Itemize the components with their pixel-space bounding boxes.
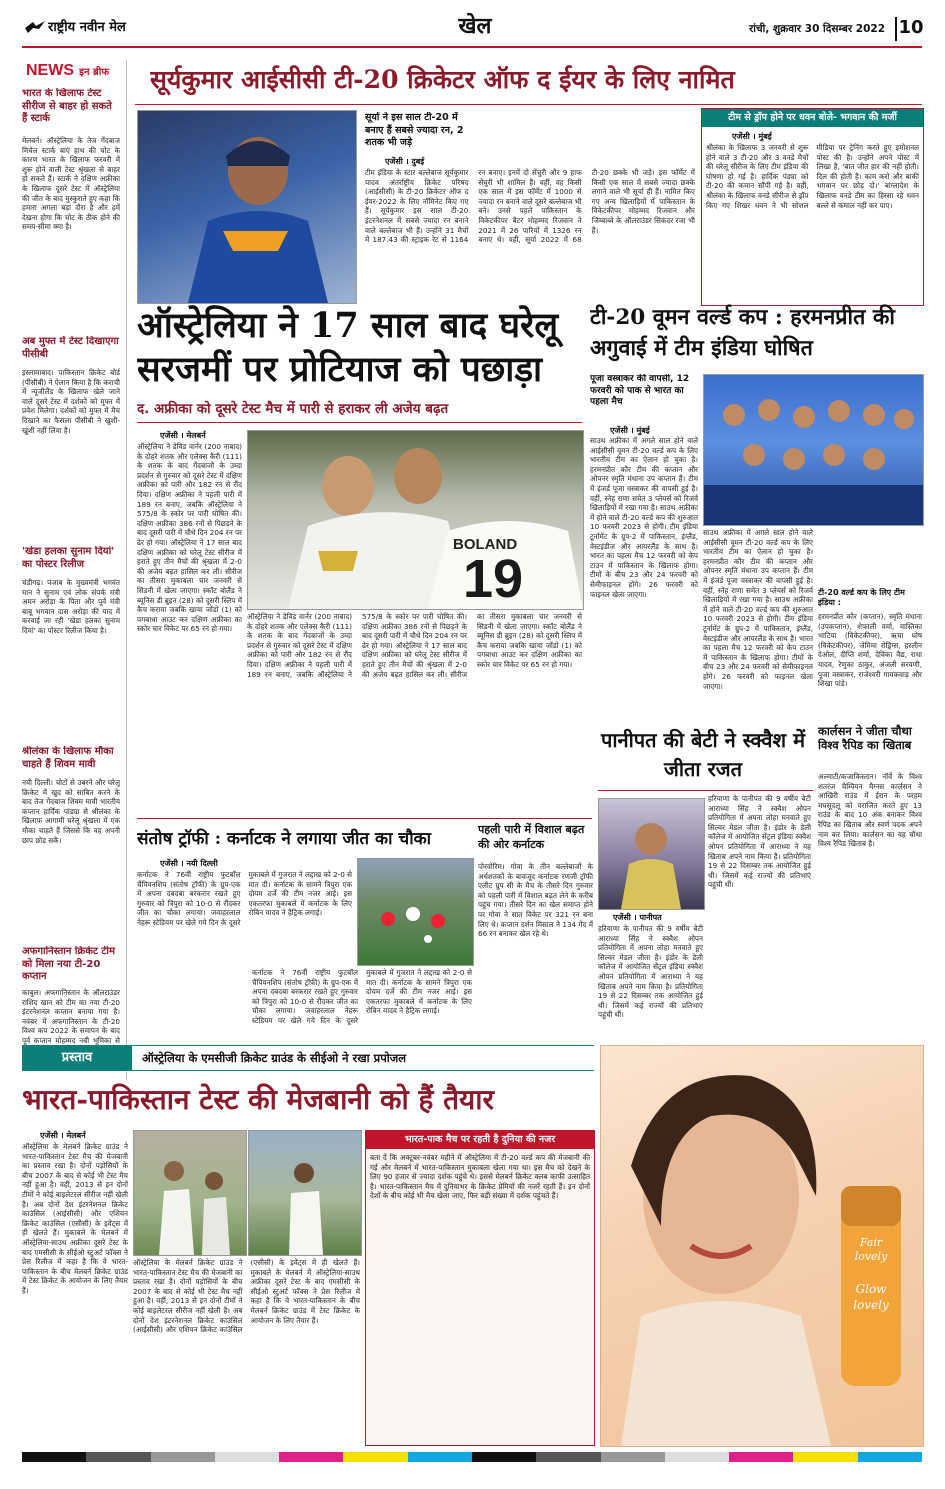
ranji-headline: पहली पारी में विशाल बढ़त की ओर कर्नाटक <box>478 823 585 851</box>
suryakumar-photo <box>137 110 357 304</box>
carlsen-body: अल्माटी/कजाकिस्तान। नॉर्वे के विश्व शतरंज चैम्पियन मैग्नस कार्लसन ने आखिरी राउंड में ईरान के परहम मघसूदलू को पराजित करते हुए 13 राउंड के बाद 10 अंक बनाकर विश्व रैपिड का खिताब और स्वर्ण पदक अपने नाम कर लिया। कार्लसन का यह चौथा विश्व रैपिड खिताब है। <box>818 772 922 849</box>
brief-body-4: नयी दिल्ली। चोटों से उबरने और घरेलू क्रिकेट में खुद को साबित करने के बाद तेज गेंदबाज शिवम मावी भारतीय कप्तान हार्दिक पांड्या से श्रीलंका के खिलाफ आगामी घरेलू श्रृंखला में एक मौका चाहते हैं जिससे कि वह अपनी छाप छोड़ सकें। <box>22 778 120 845</box>
ad-brand-line2: lovely <box>854 1250 888 1263</box>
dhawan-dateline: एजेंसी । मुंबई <box>732 132 772 141</box>
australia-rule <box>137 422 582 423</box>
santosh-body-left: कर्नाटक ने 76वीं राष्ट्रीय फुटबॉल चैंपियनशिप (संतोष ट्रॉफी) के ग्रुप-एक में अपना दबदबा बरकरार रखते हुए गुरुवार को त्रिपुरा को 10-0 से रौंदकर जीत का चौका लगाया। जवाहरलाल नेहरू स्टेडियम पर खेले गये दिन के दूसरे मुकाबले में गुजरात ने लद्दाख को 2-0 से मात दी। कर्नाटक के सामने त्रिपुरा एक दोयम दर्जे की टीम नजर आई। इस एकतरफा मुकाबले में कर्नाटक के लिए रोबिन यादव ने हैट्रिक लगाई। <box>137 870 352 927</box>
mcg-photo-right <box>248 1130 362 1256</box>
australia-team-photo <box>247 430 584 610</box>
santosh-body-mid: कर्नाटक ने 76वीं राष्ट्रीय फुटबॉल चैंपियनशिप (संतोष ट्रॉफी) के ग्रुप-एक में अपना दबदबा बरकरार रखते हुए गुरुवार को त्रिपुरा को 10-0 से रौंदकर जीत का चौका लगाया। जवाहरलाल नेहरू स्टेडियम पर खेले गये दिन के दूसरे मुकाबले में गुजरात ने लद्दाख को 2-0 से मात दी। कर्नाटक के सामने त्रिपुरा एक दोयम दर्जे की टीम नजर आई। इस एकतरफा मुकाबले में कर्नाटक के लिए रोबिन यादव ने हैट्रिक लगाई। <box>252 968 472 1025</box>
masthead-rule <box>22 46 922 48</box>
lead-subhead: सूर्या ने इस साल टी-20 में बनाए हैं सबसे ज्यादा रन, 2 शतक भी जड़े <box>365 112 464 148</box>
brief-title-4: श्रीलंका के खिलाफ मौका चाहते हैं शिवम मावी <box>22 746 114 770</box>
mcg-photo-left <box>133 1130 247 1256</box>
women-squad: हरमनप्रीत कौर (कप्तान), स्मृति मंधाना (उपकप्तान), शेफाली वर्मा, यास्तिका भाटिया (विकेटकीपर), ऋचा घोष (विकेटकीपर), जेमिमा रोड्रिग्स, हरलीन देओल, दीप्ति शर्मा, देविका वैद्य, राधा यादव, रेणुका ठाकुर, अंजली सरवणी, पूजा वस्त्राकर, राजेश्वरी गायकवाड़ और शिखा पांडे। <box>818 612 922 689</box>
mcg-box-body: बता दें कि अक्टूबर-नवंबर महीने में ऑस्ट्रेलिया में टी-20 वर्ल्ड कप की मेजबानी की गई और मेलबर्न में भारत-पाकिस्तान मुकाबला खेला गया था। इस मैच को देखने के लिए 90 हजार से ज्यादा दर्शक पहुंचे थे। इससे मेलबर्न क्रिकेट क्लब काफी उत्साहित है। भारत-पाकिस्तान मैच में दुनियाभर के क्रिकेट प्रेमियों की नजरें रहती हैं। इन दोनों देशों के बीच कोई भी मैच खेला जाए, फिर बड़ी संख्या में दर्शक पहुंचते हैं। <box>370 1153 590 1201</box>
mcg-dateline: एजेंसी । मेलबर्न <box>40 1131 86 1140</box>
brief-body-2: इस्लामाबाद। पाकिस्तान क्रिकेट बोर्ड (पीसीबी) ने ऐलान किया है कि कराची में न्यूजीलैंड के खिलाफ खेले जाने वाले दूसरे टेस्ट में दर्शकों को मुफ्त में प्रवेश मिलेगा। दर्शकों को मुफ्त में मैच दिखाने का फैसला पीसीबी ने खुशी-खुशी नहीं लिया है। <box>22 368 120 435</box>
brief-body-1: मेलबर्न। ऑस्ट्रेलिया के तेज गेंदबाज मिचेल स्टार्क बाएं हाथ की चोट के कारण भारत के खिलाफ फरवरी में शुरू होने वाली टेस्ट श्रृंखला से बाहर हो सकते हैं। स्टार्क ने दक्षिण अफ्रीका के खिलाफ दूसरे टेस्ट में ऑस्ट्रेलिया की जीत के बाद मुस्कुराते हुए कहा कि हमारा अगला बड़ा दौरा है और हमें देखना होगा कि चोट के ठीक होने की समय-सीमा क्या है। <box>22 136 120 232</box>
women-team-photo <box>703 374 924 526</box>
panipat-dateline: एजेंसी । पानीपत <box>613 913 662 922</box>
jersey-number: 19 <box>463 549 524 609</box>
santosh-top-rule <box>137 818 592 819</box>
brief-divider <box>126 60 127 1080</box>
mcg-box-title: भारत-पाक मैच पर रहती है दुनिया की नजर <box>366 1131 594 1149</box>
paper-logo-icon <box>24 19 46 33</box>
ad-product-line2: lovely <box>853 1298 889 1312</box>
lead-headline: सूर्यकुमार आईसीसी टी-20 क्रिकेटर ऑफ द ईयर के लिए नामित <box>150 65 735 94</box>
brief-title-1: भारत के खिलाफ टेस्ट सीरीज से बाहर हो सकते हैं स्टार्क <box>22 88 112 124</box>
santosh-dateline: एजेंसी । नयी दिल्ली <box>160 859 218 868</box>
carlsen-headline: कार्लसन ने जीता चौथा विश्व रैपिड का खिताब <box>818 724 912 752</box>
mcg-body-cols: ऑस्ट्रेलिया के मेलबर्न क्रिकेट ग्राउंड ने भारत-पाकिस्तान टेस्ट मैच की मेजबानी का प्रस्ताव रखा है। दोनों पड़ोसियों के बीच 2007 के बाद से कोई भी टेस्ट मैच नहीं हुआ है। वहीं, 2013 से इन दोनों टीमों ने कोई बाइलेटरल सीरीज नहीं खेली है। अब दोनों देश इंटरनेशनल क्रिकेट काउंसिल (आईसीसी) और एशियन क्रिकेट काउंसिल (एसीसी) के इवेंट्स में ही खेलते हैं। मुकाबले के मेलबर्न में ऑस्ट्रेलिया-साउथ अफ्रीका दूसरे टेस्ट के बाद एमसीसी के सीईओ स्टुअर्ट फॉक्स ने प्रेस रिलीज में कहा है कि वे भारत-पाकिस्तान के बीच मेलबर्न क्रिकेट ग्राउंड में टेस्ट क्रिकेट के आयोजन के लिए तैयार हैं। <box>133 1258 360 1335</box>
page-number: 10 <box>895 17 925 41</box>
fair-lovely-ad <box>600 1045 924 1447</box>
dhawan-box <box>701 108 924 306</box>
dhawan-body: श्रीलंका के खिलाफ 3 जनवरी से शुरू होने वाले 3 टी-20 और 3 वनडे मैचों की घरेलू सीरीज के लिए टीम इंडिया की घोषणा हो गई है। हार्दिक पंड्या को टी-20 की कमान सौंपी गई है। वहीं, श्रीलंका के खिलाफ वनडे सीरीज से ड्रॉप किए गए शिखर धवन ने भी सोशल मीडिया पर ट्रेनिंग करते हुए इमोशनल पोस्ट की है। उन्होंने अपने पोस्ट में लिखा है, 'बात जीत हार की नहीं होती। दिल की होती है। काम करो और बाकी भगवान पर छोड़ दो।' बांग्लादेश के खिलाफ वनडे टीम का हिस्सा रहे धवन बल्ले से कमाल नहीं कर पाए। <box>706 143 919 210</box>
women-body-cols: साउथ अफ्रीका में अगले साल होने वाले आईसीसी वूमन टी-20 वर्ल्ड कप के लिए भारतीय टीम का ऐलान हो चुका है। हरमनप्रीत कौर टीम की कप्तान और ओपनर स्मृति मंधाना उप कप्तान हैं। टीम में इंजर्ड पूजा वस्त्राकर की वापसी हुई है। वहीं, स्नेह राणा समेत 3 प्लेयर्स को रिजर्व खिलाड़ियों में रखा गया है। साउथ अफ्रीका में होने वाले टी-20 वर्ल्ड कप की शुरुआत 10 फरवरी 2023 से होगी। टीम इंडिया टूर्नामेंट के ग्रुप-2 में पाकिस्तान, इंग्लैंड, वेस्टइंडीज और आयरलैंड के साथ है। भारत का पहला मैच 12 फरवरी को केप टाउन में पाकिस्तान के खिलाफ होगा। टीमों के बीच 23 और 24 फरवरी को सेमीफाइनल होंगे। 26 फरवरी को फाइनल खेला जाएगा। <box>703 528 813 691</box>
section-title: खेल <box>458 13 492 39</box>
mcg-body-left: ऑस्ट्रेलिया के मेलबर्न क्रिकेट ग्राउंड ने भारत-पाकिस्तान टेस्ट मैच की मेजबानी का प्रस्ताव रखा है। दोनों पड़ोसियों के बीच 2007 के बाद से कोई भी टेस्ट मैच नहीं हुआ है। वहीं, 2013 से इन दोनों टीमों ने कोई बाइलेटरल सीरीज नहीं खेली है। अब दोनों देश इंटरनेशनल क्रिकेट काउंसिल (आईसीसी) और एशियन क्रिकेट काउंसिल (एसीसी) के इवेंट्स में ही खेलते हैं। मुकाबले के मेलबर्न में ऑस्ट्रेलिया-साउथ अफ्रीका दूसरे टेस्ट के बाद एमसीसी के सीईओ स्टुअर्ट फॉक्स ने प्रेस रिलीज में कहा है कि वे भारत-पाकिस्तान के बीच मेलबर्न क्रिकेट ग्राउंड में टेस्ट क्रिकेट के आयोजन के लिए तैयार हैं। <box>22 1142 128 1295</box>
ad-brand-line1: Fair <box>859 1236 883 1249</box>
brief-title-3: 'खेडा हलका सुनाम दियां' का पोस्टर रिलीज <box>22 546 115 570</box>
dateline: रांची, शुक्रवार 30 दिसम्बर 2022 <box>749 23 885 35</box>
brief-title-2: अब मुफ्त में टेस्ट दिखाएगा पीसीबी <box>22 336 119 360</box>
mcg-box <box>365 1130 595 1446</box>
ad-product-line1: Glow <box>855 1282 887 1296</box>
footer-color-strip <box>22 1452 922 1462</box>
panipat-body-right: हरियाणा के पानीपत की 9 वर्षीय बेटी आराध्या सिंह ने स्क्वैश ओपन प्रतियोगिता में अपना लोहा मनवाते हुए सिल्वर मेडल जीता है। इंडोर के डेली कॉलेज में आयोजित सेंट्रल इंडिया स्क्वैश ओपन प्रतियोगिता में आराध्या ने यह खिताब अपने नाम किया है। प्रतियोगिता 19 से 22 दिसम्बर तक आयोजित हुई थी। जिसमें कई राज्यों की प्रतिभाएं पहुंची थीं। <box>708 794 811 890</box>
lead-rule <box>135 104 922 105</box>
women-subhead: पूजा वस्त्राकर की वापसी, 12 फरवरी को पाक से भारत का पहला मैच <box>590 374 690 407</box>
women-headline: टी-20 वूमन वर्ल्ड कप : हरमनप्रीत की अगुवाई में टीम इंडिया घोषित <box>590 305 895 361</box>
ranji-body: पोरवोरिम। गोवा के तीन बल्लेबाजों के अर्धशतकों के बावजूद कर्नाटक रणजी ट्रॉफी एलीट ग्रुप सी के मैच के तीसरे दिन गुरुवार को पहली पारी में विशाल बढ़त लेने के करीब पहुंच गया। तीसरे दिन का खेल समाप्त होने पर गोवा ने सात विकेट पर 321 रन बना लिए थे। कप्तान दर्शन मिसाल ने 134 गेंद में 66 रन बनाकर खेल रहे थे। <box>478 862 593 939</box>
masthead <box>0 0 945 58</box>
australia-dateline: एजेंसी । मेलबर्न <box>160 431 206 440</box>
dhawan-headline: टीम से ड्रॉप होने पर धवन बोले- भगवान की मर्जी <box>702 109 923 127</box>
lead-body: टीम इंडिया के स्टार बल्लेबाज सूर्यकुमार यादव अंतर्राष्ट्रीय क्रिकेट परिषद (आईसीसी) के टी-20 क्रिकेटर ऑफ द ईयर-2022 के लिए नॉमिनेट किए गए हैं। सूर्यकुमार इस साल टी-20 इंटरनेशनल में सबसे ज्यादा रन बनाने वाले बल्लेबाज भी हैं। उन्होंने 31 मैचों में 187.43 की स्ट्राइक रेट से 1164 रन बनाए। इनमें दो सेंचुरी और 9 हाफ सेंचुरी भी शामिल हैं। वहीं, वह किसी एक साल में इस फॉर्मेट में 1000 से ज्यादा रन बनाने वाले दूसरे बल्लेबाज भी बने। उनसे पहले पाकिस्तान के विकेटकीपर बैटर मोहम्मद रिजवान ने 2021 में 26 पारियों में 1326 रन बनाए थे। वहीं, सूर्या 2022 में 68 टी-20 छक्के भी जड़े। इस फॉर्मेट में किसी एक साल में सबसे ज्यादा छक्के लगाने वाले भी सूर्या ही हैं। नामित किए गए अन्य खिलाड़ियों में पाकिस्तान के विकेटकीपर मोहम्मद रिजवान और जिम्बाब्वे के ऑलराउंडर सिकंदर रजा भी हैं। <box>365 168 695 245</box>
panipat-rule <box>598 790 813 791</box>
australia-body-left: ऑस्ट्रेलिया ने डेविड वार्नर (200 नाबाद) के दोहरे शतक और एलेक्स कैरी (111) के शतक के बाद गेंदबाजों के उम्दा प्रदर्शन से गुरुवार को दूसरे टेस्ट में दक्षिण अफ्रीका को पारी और 182 रन से रौंद दिया। दक्षिण अफ्रीका ने पहली पारी में 189 रन बनाए, जबकि ऑस्ट्रेलिया ने 575/8 के स्कोर पर पारी घोषित की। दक्षिण अफ्रीका 386 रनों से पिछड़ने के बाद दूसरी पारी में चौथे दिन 204 रन पर ढेर हो गया। ऑस्ट्रेलिया ने 17 साल बाद दक्षिण अफ्रीका को घरेलू टेस्ट सीरीज में हराते हुए तीन मैचों की श्रृंखला में 2-0 की अजेय बढ़त हासिल कर ली। सीरीज का तीसरा मुकाबला चार जनवरी से सिडनी में खेला जाएगा। स्कॉट बोलैंड ने ब्यूनिस डी ब्रुइन (28) को दूसरी स्लिप में कैच कराया जबकि खाया जोंडो (1) को पगबाधा आउट कर दक्षिण अफ्रीका का स्कोर चार विकेट पर 65 रन हो गया। <box>137 442 242 634</box>
news-label: NEWS <box>26 62 74 79</box>
santosh-football-photo <box>357 858 474 966</box>
news-brief-label <box>26 60 120 82</box>
brief-label: इन ब्रीफ <box>79 67 110 78</box>
brief-title-5: अफगानिस्तान क्रिकेट टीम को मिला नया टी-20 कप्तान <box>22 946 116 982</box>
mcg-kicker: ऑस्ट्रेलिया के एमसीजी क्रिकेट ग्राउंड के सीईओ ने रखा प्रपोजल <box>142 1051 407 1065</box>
panipat-body-left: हरियाणा के पानीपत की 9 वर्षीय बेटी आराध्या सिंह ने स्क्वैश ओपन प्रतियोगिता में अपना लोहा मनवाते हुए सिल्वर मेडल जीता है। इंडोर के डेली कॉलेज में आयोजित सेंट्रल इंडिया स्क्वैश ओपन प्रतियोगिता में आराध्या ने यह खिताब अपने नाम किया है। प्रतियोगिता 19 से 22 दिसम्बर तक आयोजित हुई थी। जिसमें कई राज्यों की प्रतिभाएं पहुंची थीं। <box>598 924 703 1020</box>
news-brief-column <box>22 58 122 1080</box>
australia-body-cols: ऑस्ट्रेलिया ने डेविड वार्नर (200 नाबाद) के दोहरे शतक और एलेक्स कैरी (111) के शतक के बाद गेंदबाजों के उम्दा प्रदर्शन से गुरुवार को दूसरे टेस्ट में दक्षिण अफ्रीका को पारी और 182 रन से रौंद दिया। दक्षिण अफ्रीका ने पहली पारी में 189 रन बनाए, जबकि ऑस्ट्रेलिया ने 575/8 के स्कोर पर पारी घोषित की। दक्षिण अफ्रीका 386 रनों से पिछड़ने के बाद दूसरी पारी में चौथे दिन 204 रन पर ढेर हो गया। ऑस्ट्रेलिया ने 17 साल बाद दक्षिण अफ्रीका को घरेलू टेस्ट सीरीज में हराते हुए तीन मैचों की श्रृंखला में 2-0 की अजेय बढ़त हासिल कर ली। सीरीज का तीसरा मुकाबला चार जनवरी से सिडनी में खेला जाएगा। स्कॉट बोलैंड ने ब्यूनिस डी ब्रुइन (28) को दूसरी स्लिप में कैच कराया जबकि खाया जोंडो (1) को पगबाधा आउट कर दक्षिण अफ्रीका का स्कोर चार विकेट पर 65 रन हो गया। <box>247 612 582 679</box>
paper-name: राष्ट्रीय नवीन मेल <box>48 20 126 35</box>
mcg-tag: प्रस्ताव <box>22 1046 132 1070</box>
mcg-headline: भारत-पाकिस्तान टेस्ट की मेजबानी को हैं तैयार <box>22 1083 494 1116</box>
santosh-headline: संतोष ट्रॉफी : कर्नाटक ने लगाया जीत का चौका <box>137 829 432 849</box>
lead-dateline: एजेंसी । दुबई <box>385 157 425 166</box>
australia-headline: ऑस्ट्रेलिया ने 17 साल बाद घरेलू सरजमीं पर प्रोटियाज को पछाड़ा <box>137 305 559 390</box>
panipat-photo <box>598 798 705 910</box>
women-dateline: एजेंसी । मुंबई <box>610 426 650 435</box>
jersey-name: BOLAND <box>453 536 518 553</box>
brief-body-5: काबुल। अफगानिस्तान के ऑलराउंडर राशिद खान को टीम का नया टी-20 इंटरनेशनल कप्तान बनाया गया है। नवंबर में अफगानिस्तान के टी-20 विश्व कप 2022 के समापन के बाद पूर्व कप्तान मोहम्मद नबी भूमिका से <box>22 988 120 1045</box>
brief-body-3: चंडीगढ़। पंजाब के मुख्यमंत्री भगवंत मान ने सुनाम एवं लोक संपर्क मंत्री अमन अरोड़ा के पिता और पूर्व मंत्री बाबू भगवान दास अरोड़ा की याद में करवाई जा रही 'खेडा हलका सुनाम दियां' का पोस्टर रिलीज किया है। <box>22 578 120 635</box>
women-body-left: साउथ अफ्रीका में अगले साल होने वाले आईसीसी वूमन टी-20 वर्ल्ड कप के लिए भारतीय टीम का ऐलान हो चुका है। हरमनप्रीत कौर टीम की कप्तान और ओपनर स्मृति मंधाना उप कप्तान हैं। टीम में इंजर्ड पूजा वस्त्राकर की वापसी हुई है। वहीं, स्नेह राणा समेत 3 प्लेयर्स को रिजर्व खिलाड़ियों में रखा गया है। साउथ अफ्रीका में होने वाले टी-20 वर्ल्ड कप की शुरुआत 10 फरवरी 2023 से होगी। टीम इंडिया टूर्नामेंट के ग्रुप-2 में पाकिस्तान, इंग्लैंड, वेस्टइंडीज और आयरलैंड के साथ है। भारत का पहला मैच 12 फरवरी को केप टाउन में पाकिस्तान के खिलाफ होगा। टीमों के बीच 23 और 24 फरवरी को सेमीफाइनल होंगे। 26 फरवरी को फाइनल खेला जाएगा। <box>590 436 698 599</box>
women-squad-title: टी-20 वर्ल्ड कप के लिए टीम इंडिया : <box>818 588 905 607</box>
mcg-kicker-bar <box>22 1045 594 1071</box>
panipat-headline: पानीपत की बेटी ने स्क्वैश में जीता रजत <box>600 728 806 781</box>
australia-subhead: द. अफ्रीका को दूसरे टेस्ट मैच में पारी से हराकर ली अजेय बढ़त <box>137 401 449 417</box>
